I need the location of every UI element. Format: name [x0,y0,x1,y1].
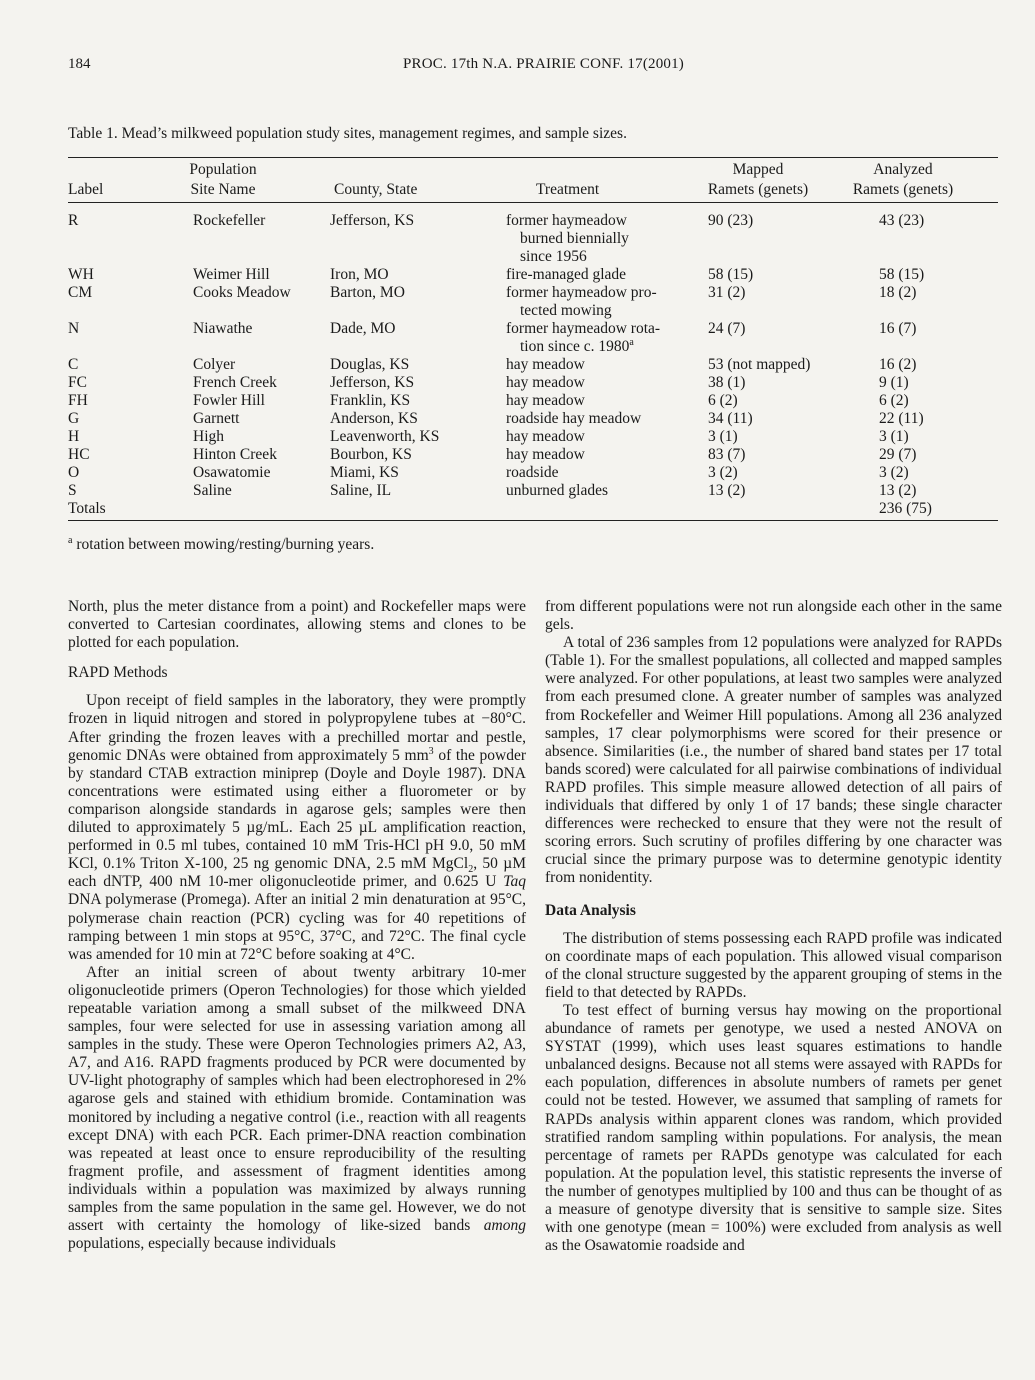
header-mapped-line2: Ramets (genets) [707,181,809,198]
cell-county: Anderson, KS [330,410,418,427]
treatment-line: unburned glades [506,482,609,499]
cell-site: Saline [193,482,232,499]
cell-analyzed: 3 (2) [879,464,909,481]
cell-mapped: 90 (23) [708,212,754,229]
cell-county: Dade, MO [330,320,396,337]
cell-county: Franklin, KS [330,392,411,409]
section-heading-data-analysis: Data Analysis [545,901,636,919]
cell-site: Rockefeller [193,212,266,229]
cell-site: Colyer [193,356,236,373]
header-site-line2: Site Name [190,181,256,198]
table-row [68,284,998,320]
treatment-line: since 1956 [520,248,587,265]
cell-treatment [506,410,676,428]
cell-treatment [506,266,676,284]
running-head [68,56,967,80]
cell-site: Garnett [193,410,240,427]
cell-site: High [193,428,224,445]
cell-label: O [68,464,80,481]
treatment-line: hay meadow [506,446,585,463]
cell-county: Douglas, KS [330,356,410,373]
treatment-line: burned biennially [520,230,629,247]
cell-analyzed: 18 (2) [879,284,917,301]
treatment-line: tected mowing [520,302,612,319]
cell-analyzed: 29 (7) [879,446,917,463]
journal-title: PROC. 17th N.A. PRAIRIE CONF. 17(2001) [403,56,685,72]
cell-treatment [506,482,676,500]
cell-treatment [506,464,676,482]
cell-treatment [506,428,676,446]
paragraph: North, plus the meter distance from a point) and Rockefeller maps were converted to Cartesian coordinates, allowing stems and clones to be plotted for each population. [68,598,526,652]
treatment-line: former haymeadow [506,212,627,229]
cell-mapped: 31 (2) [708,284,746,301]
cell-analyzed: 58 (15) [879,266,925,283]
cell-mapped: 13 (2) [708,482,746,499]
cell-treatment [506,212,676,266]
treatment-line: fire-managed glade [506,266,627,283]
cell-analyzed: 6 (2) [879,392,909,409]
cell-site: Fowler Hill [193,392,265,409]
cell-label: G [68,410,80,427]
paragraph: Upon receipt of field samples in the laboratory, they were promptly frozen in liquid nitrogen and stored in polypropylene tubes at −80°C. After grinding the frozen leaves with a prechilled mortar and pestle, genomic DNAs were obtained from approximately 5 $mm^3$ of the powder by standard CTAB extraction miniprep (Doyle and Doyle 1987). DNA concentrations were estimated using either a fluorometer or by comparison alongside standards in agarose gels; samples were then diluted to approximately 5 µg/mL. Each 25 µL amplification reaction, performed in 0.5 ml tubes, contained 10 mM Tris-HCl pH 9.0, 50 mM KCl, 0.1% Triton X-100, 25 ng genomic DNA, 2.5 mM MgCl$_2$, 50 µM each dNTP, 400 nM 10-mer oligonucleotide primer, and 0.625 U Taq DNA polymerase (Promega). After an initial 2 min denaturation at 95°C, polymerase chain reaction (PCR) cycling was for 40 repetitions of ramping between 1 min stops at 95°C, 37°C, and 72°C. The final cycle was amended for 10 min at 72°C before soaking at 4°C. [68,692,526,963]
header-analyzed [846,160,960,200]
treatment-line: hay meadow [506,392,585,409]
cell-analyzed: 16 (2) [879,356,917,373]
cell-county: Saline, IL [330,482,392,499]
treatment-line: hay meadow [506,356,585,373]
cell-analyzed: 9 (1) [879,374,909,391]
paragraph: The distribution of stems possessing each RAPD profile was indicated on coordinate maps of each population. This allowed visual comparison of the clonal structure suggested by the apparent grouping of stems in the field to that detected by RAPDs. [545,929,1002,1001]
header-site-line1: Population [189,161,257,178]
treatment-line: tion since c. 1980$^a$ [520,336,634,355]
cell-county: Iron, MO [330,266,389,283]
header-site [176,160,270,200]
table-row [68,392,998,410]
cell-mapped: 3 (1) [708,428,738,445]
header-mapped [698,160,818,200]
cell-treatment [506,374,676,392]
cell-mapped: 34 (11) [708,410,753,427]
cell-mapped: 24 (7) [708,320,746,337]
section-heading-rapd-methods: RAPD Methods [68,664,168,682]
cell-site: Cooks Meadow [193,284,291,301]
cell-mapped: 38 (1) [708,374,746,391]
cell-label: C [68,356,79,373]
cell-label: FC [68,374,87,391]
cell-label: R [68,212,79,229]
cell-county: Jefferson, KS [330,212,415,229]
cell-label: HC [68,446,90,463]
footnote-mark: a [629,336,634,348]
header-analyzed-line1: Analyzed [873,161,933,178]
cell-label: Totals [68,500,106,517]
cell-analyzed: 3 (1) [879,428,909,445]
cell-site: Niawathe [193,320,253,337]
paragraph: To test effect of burning versus hay mowing on the proportional abundance of ramets per genotype, we used a nested ANOVA on SYSTAT (1999), which uses least squares estimations to handle unbalanced designs. Because not all stems were assayed with RAPDs for each population, differences in absolute numbers of ramets per genet could not be tested. However, we assumed that sampling of ramets for RAPDs analysis within apparent clones was random, which provided stratified random sampling within populations. For analysis, the mean percentage of ramets per RAPDs genotype was calculated for each population. At the population level, this statistic represents the inverse of the number of genotypes multiplied by 100 and thus can be thought of as a measure of genotype diversity that is sensitive to sample size. Sites with one genotype (mean = 100%) were excluded from analysis as well as the Osawatomie roadside and [545,1001,1002,1255]
paragraph: After an initial screen of about twenty arbitrary 10-mer oligonucleotide primers (Operon Technologies) for those which yielded repeatable variation among a small subset of the milkweed DNA samples, four were selected for use in assessing variation among all samples in the study. These were Operon Technologies primers A2, A3, A7, and A16. RAPD fragments produced by PCR were documented by UV-light photography of samples which had been electrophoresed in 2% agarose gels and stained with ethidium bromide. Contamination was monitored by including a negative control (i.e., reaction with all reagents except DNA) with each PCR. Each primer-DNA reaction combination was repeated at least once to ensure reproducibility of the resulting fragment profile, and assessment of fragment identities among individuals within a population was maximized by always running samples from the same population in the same gel. However, we do not assert with certainty the homology of like-sized bands among populations, especially because individuals [68,963,526,1253]
cell-treatment [506,320,676,356]
table-row [68,464,998,482]
treatment-line: hay meadow [506,374,585,391]
cell-analyzed: 43 (23) [879,212,925,229]
cell-analyzed: 13 (2) [879,482,917,499]
cell-label: S [68,482,77,499]
treatment-line: hay meadow [506,428,585,445]
cell-mapped: 58 (15) [708,266,754,283]
treatment-line: former haymeadow pro- [506,284,657,301]
cell-county: Miami, KS [330,464,399,481]
cell-label: H [68,428,80,445]
footnote-mark: a [68,534,73,546]
table-bottom-rule [68,520,998,521]
cell-county: Leavenworth, KS [330,428,440,445]
table-row [68,356,998,374]
cell-county: Bourbon, KS [330,446,412,463]
cell-label: FH [68,392,88,409]
paragraph: from different populations were not run alongside each other in the same gels. [545,598,1002,634]
cell-treatment [506,392,676,410]
table-row [68,428,998,446]
right-column [545,598,1002,1255]
cell-label: WH [68,266,94,283]
cell-mapped: 3 (2) [708,464,738,481]
cell-mapped: 6 (2) [708,392,738,409]
cell-analyzed: 236 (75) [879,500,932,517]
table-row [68,212,998,266]
header-county: County, State [334,181,418,198]
table-row [68,320,998,356]
footnote-text: rotation between mowing/resting/burning years. [72,536,375,553]
cell-treatment [506,446,676,464]
cell-site: Osawatomie [193,464,271,481]
cell-county: Jefferson, KS [330,374,415,391]
cell-mapped: 83 (7) [708,446,746,463]
cell-treatment [506,284,676,320]
table-footnote [68,536,374,554]
treatment-line: roadside hay meadow [506,410,642,427]
table-row [68,410,998,428]
table-row [68,266,998,284]
table-row [68,374,998,392]
page-number: 184 [68,56,91,72]
header-mapped-line1: Mapped [732,161,784,178]
header-analyzed-line2: Ramets (genets) [852,181,954,198]
cell-site: Weimer Hill [193,266,270,283]
treatment-line: roadside [506,464,559,481]
treatment-line: former haymeadow rota- [506,320,661,337]
cell-county: Barton, MO [330,284,405,301]
left-column [68,598,526,1253]
cell-site: French Creek [193,374,277,391]
cell-mapped: 53 (not mapped) [708,356,811,373]
cell-treatment [506,356,676,374]
cell-site: Hinton Creek [193,446,277,463]
table-row [68,446,998,464]
paragraph: A total of 236 samples from 12 populations were analyzed for RAPDs (Table 1). For the smallest populations, all collected and mapped samples were analyzed. For other populations, at least two samples were analyzed from each presumed clone. A greater number of samples was analyzed from Rockefeller and Weimer Hill populations. Among all 236 analyzed samples, 17 clear polymorphisms were scored for their presence or absence. Similarities (i.e., the number of shared band states per 17 total bands scored) were calculated for all pairwise combinations of individual RAPD profiles. This simple measure allowed detection of all pairs of individuals that differed by only 1 of 17 bands; these single character differences were rechecked to ensure that they were not the result of scoring errors. Such scrutiny of profiles differing by one character was crucial since the primary purpose was to determine genotypic identity from nonidentity. [545,634,1002,887]
table-row [68,482,998,500]
table-caption: Table 1. Mead’s milkweed population study sites, management regimes, and sample sizes. [68,125,627,142]
table-row [68,500,998,518]
table-body [68,212,998,518]
header-label: Label [68,181,104,198]
header-treatment: Treatment [536,181,600,198]
table-header-rule [68,202,998,203]
cell-label: N [68,320,80,337]
cell-analyzed: 22 (11) [879,410,924,427]
table-top-rule [68,157,998,158]
cell-label: CM [68,284,93,301]
cell-analyzed: 16 (7) [879,320,917,337]
